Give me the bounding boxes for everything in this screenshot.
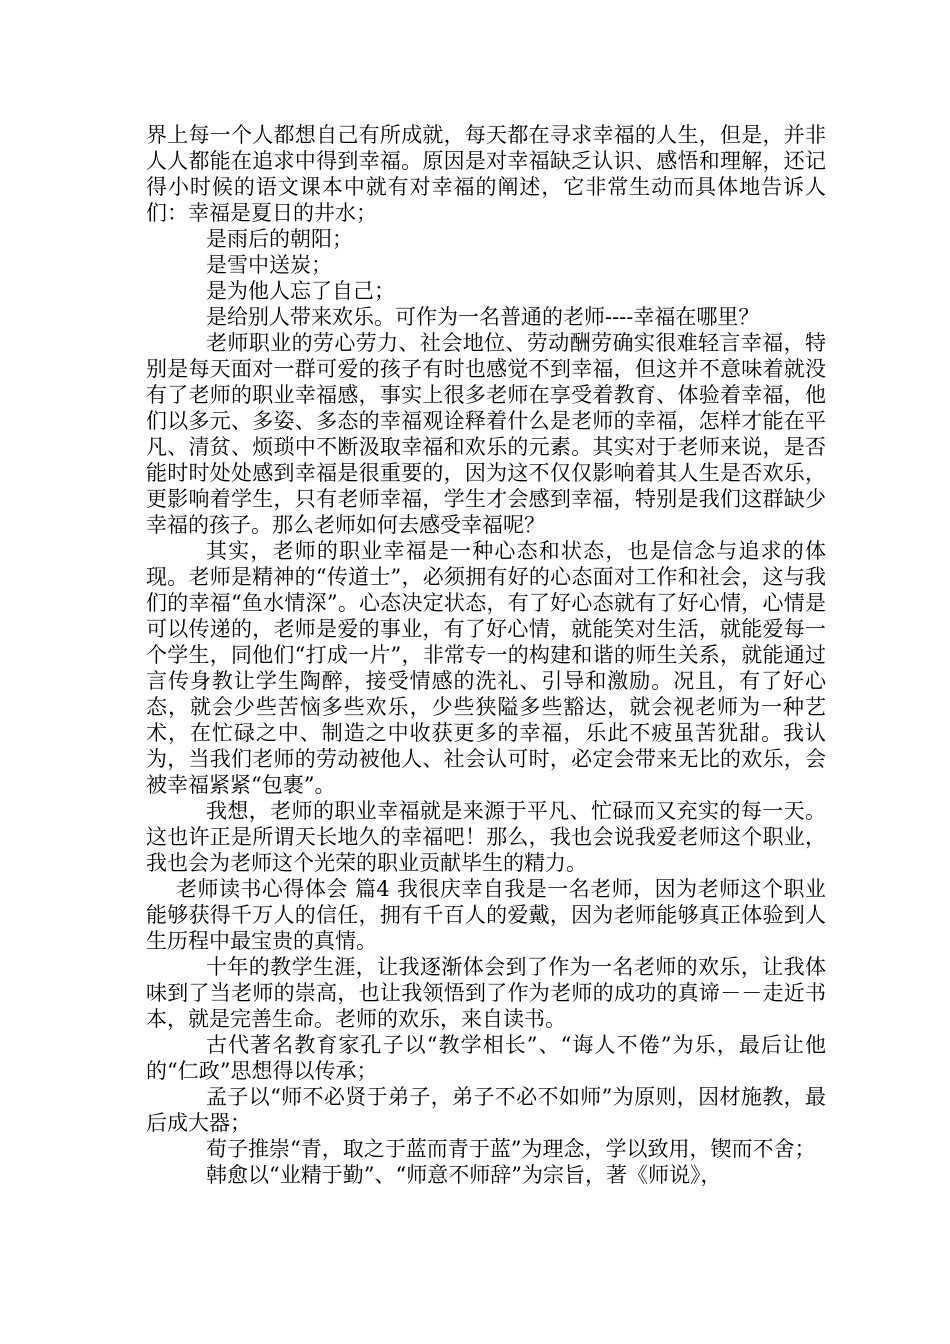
paragraph: 是给别人带来欢乐。可作为一名普通的老师----幸福在哪里？ xyxy=(206,305,760,329)
paragraph: 老师职业的劳心劳力、社会地位、劳动酬劳确实很难轻言幸福，特别是每天面对一群可爱的孩子有时也感觉不到幸福，但这并不意味着就没有了老师的职业幸福感，事实上很多老师在享受着教育、体验着幸福，他们以多元、多姿、多态的幸福观诠释着什么是老师的幸福，怎样才能在平凡、清贫、烦琐中不断汲取幸福和欢乐的元素。其实对于老师来说，是否能时时处处感到幸福是很重要的，因为这不仅仅影响着其人生是否欢乐，更影响着学生，只有老师幸福，学生才会感到幸福，特别是我们这群缺少幸福的孩子。那么老师如何去感受幸福呢？ xyxy=(146,331,826,537)
paragraph: 我想，老师的职业幸福就是来源于平凡、忙碌而又充实的每一天。这也许正是所谓天长地久的幸福吧！那么，我也会说我爱老师这个职业，我也会为老师这个光荣的职业贡献毕生的精力。 xyxy=(146,799,826,875)
paragraph: 是雨后的朝阳； xyxy=(206,227,353,251)
paragraph: 界上每一个人都想自己有所成就，每天都在寻求幸福的人生，但是，并非人人都能在追求中得到幸福。原因是对幸福缺乏认识、感悟和理解，还记得小时候的语文课本中就有对幸福的阐述，它非常生动而具体地告诉人们：幸福是夏日的井水； xyxy=(146,123,826,225)
paragraph: 其实，老师的职业幸福是一种心态和状态，也是信念与追求的体现。老师是精神的“传道士”，必须拥有好的心态面对工作和社会，这与我们的幸福“鱼水情深”。心态决定状态，有了好心态就有了好心情，心情是可以传递的，老师是爱的事业，有了好心情，就能笑对生活，就能爱每一个学生，同他们“打成一片”，非常专一的构建和谐的师生关系，就能通过言传身教让学生陶醉，接受情感的洗礼、引导和激励。况且，有了好心态，就会少些苦恼多些欢乐，少些狭隘多些豁达，就会视老师为一种艺术，在忙碌之中、制造之中收获更多的幸福，乐此不疲虽苦犹甜。我认为，当我们老师的劳动被他人、社会认可时，必定会带来无比的欢乐，会被幸福紧紧“包裹”。 xyxy=(146,539,826,797)
paragraph: 十年的教学生涯，让我逐渐体会到了作为一名老师的欢乐，让我体味到了当老师的崇高，也让我领悟到了作为老师的成功的真谛－－走近书本，就是完善生命。老师的欢乐，来自读书。 xyxy=(146,955,826,1031)
document-body xyxy=(146,122,826,1188)
paragraph: 古代著名教育家孔子以“教学相长”、“诲人不倦”为乐，最后让他的“仁政”思想得以传承； xyxy=(146,1033,826,1083)
paragraph: 韩愈以“业精于勤”、“师意不师辞”为宗旨，著《师说》， xyxy=(206,1163,722,1187)
paragraph: 老师读书心得体会 篇4 我很庆幸自我是一名老师，因为老师这个职业能够获得千万人的信任，拥有千百人的爱戴，因为老师能够真正体验到人生历程中最宝贵的真情。 xyxy=(146,877,826,953)
paragraph: 是为他人忘了自己； xyxy=(206,279,395,303)
paragraph: 孟子以“师不必贤于弟子，弟子不必不如师”为原则，因材施教，最后成大器； xyxy=(146,1085,826,1135)
paragraph: 是雪中送炭； xyxy=(206,253,332,277)
paragraph: 荀子推崇“青，取之于蓝而青于蓝”为理念，学以致用，锲而不舍； xyxy=(206,1137,816,1161)
